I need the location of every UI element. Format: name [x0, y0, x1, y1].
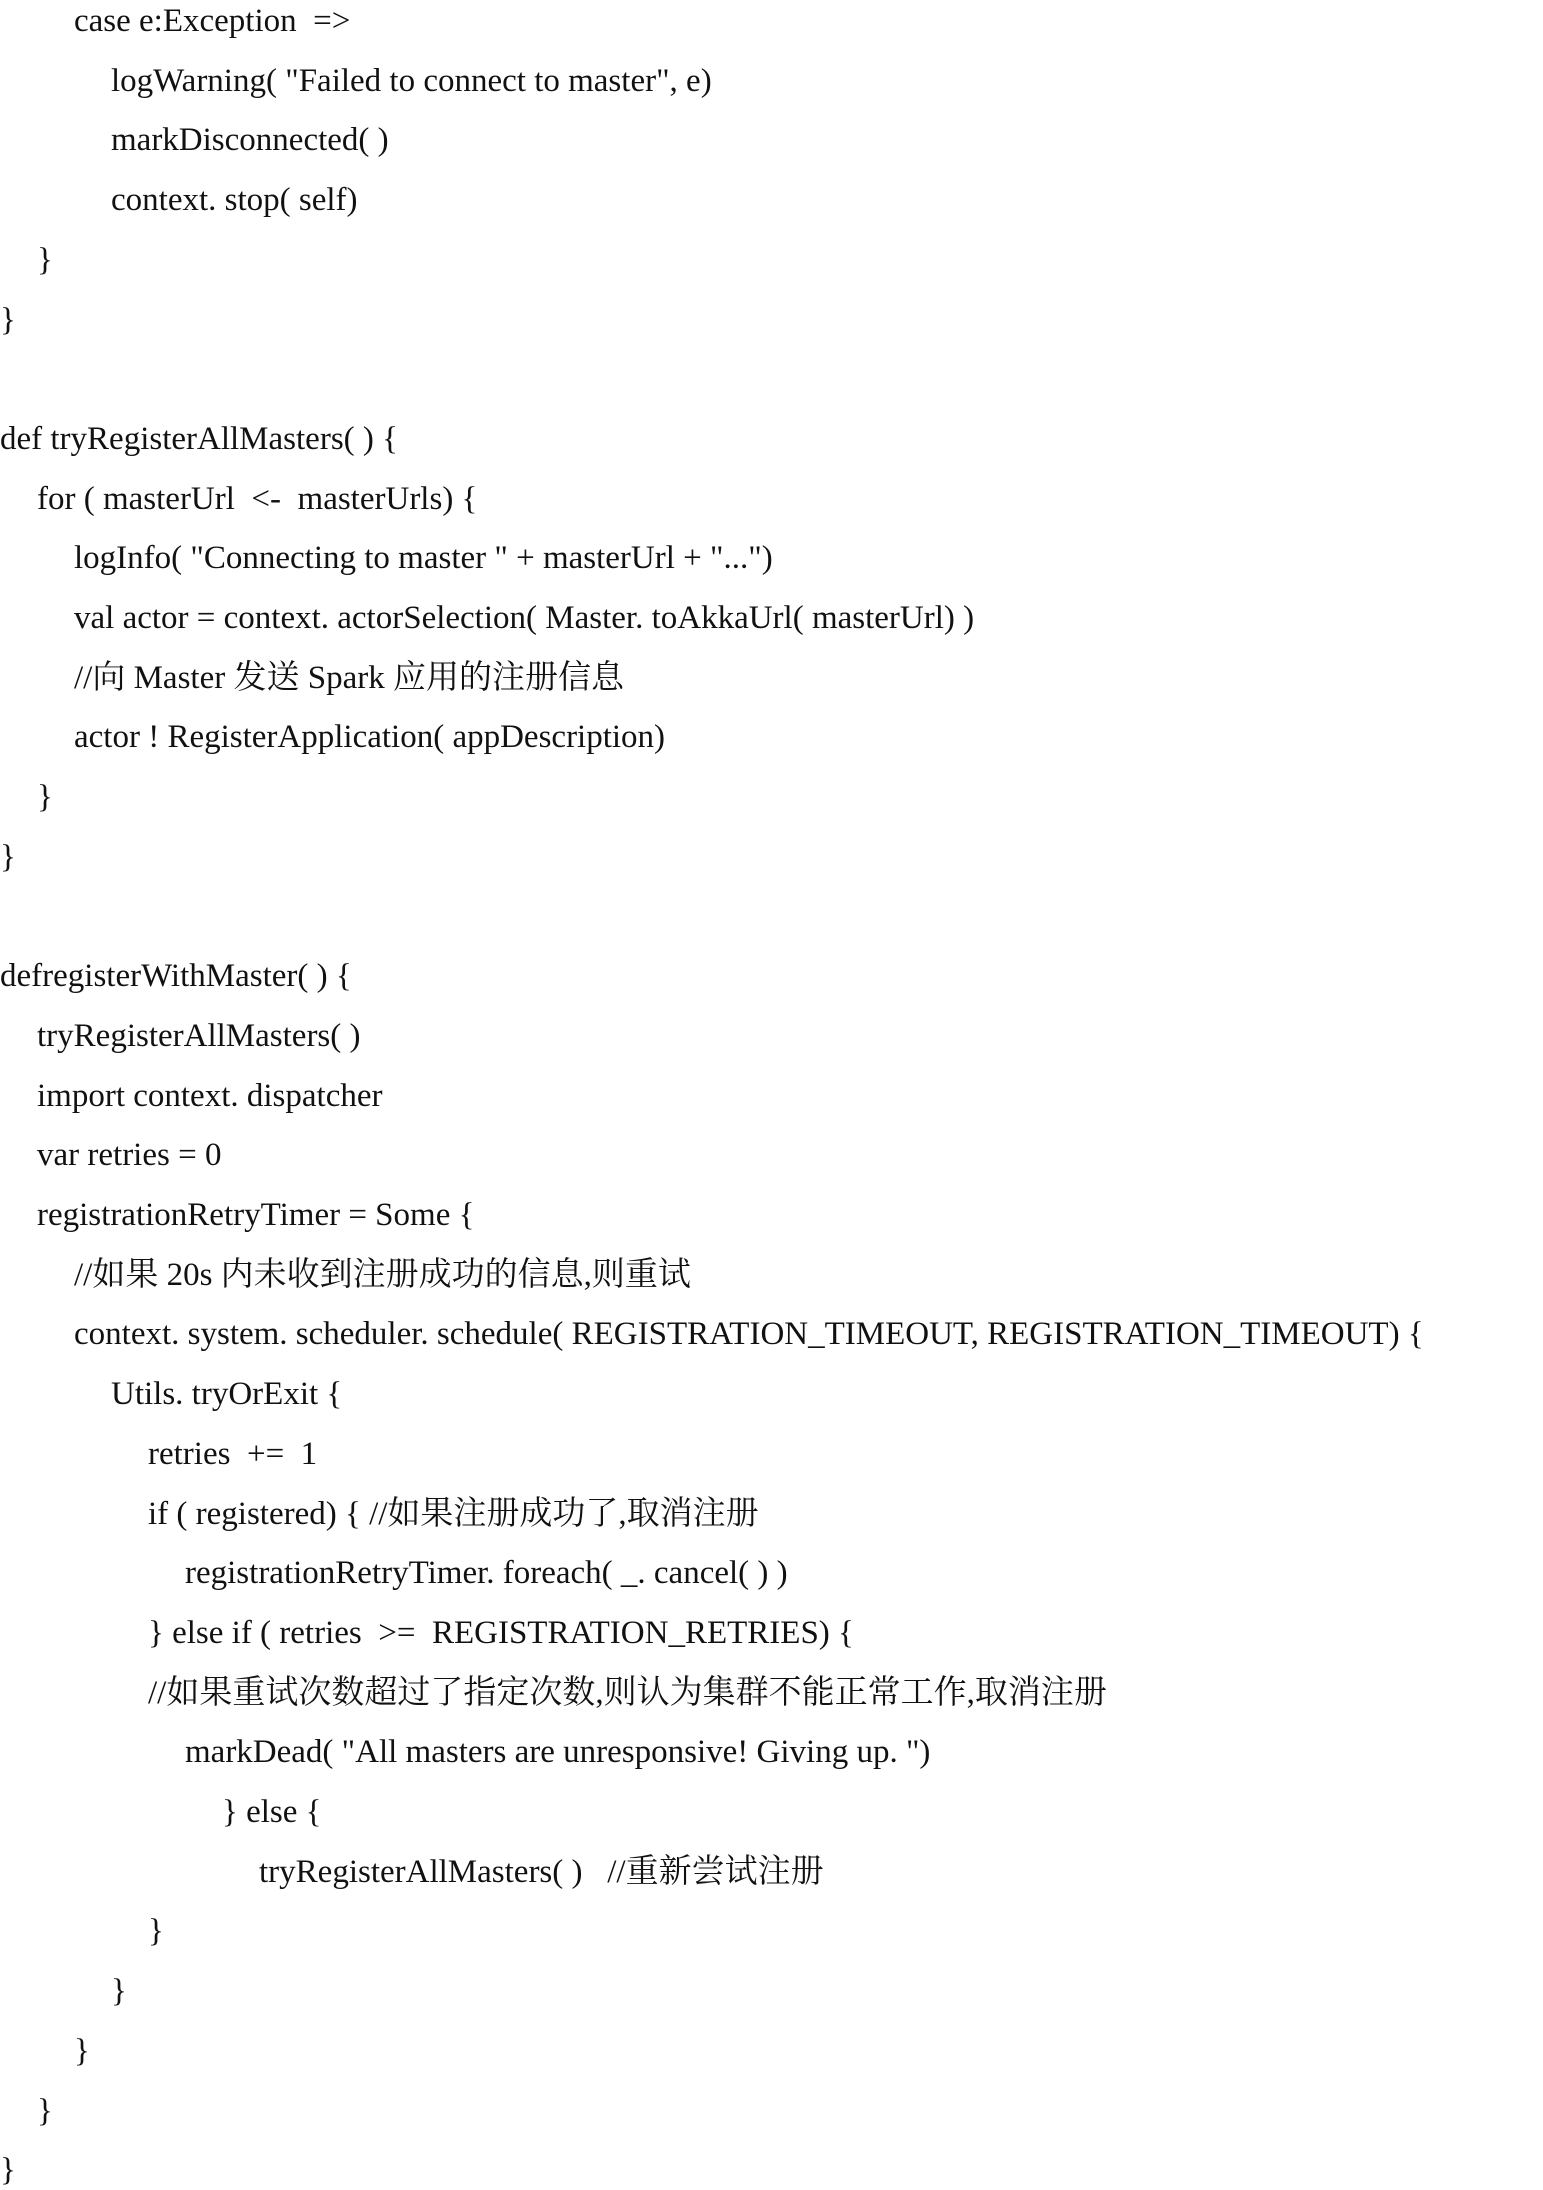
code-line: tryRegisterAllMasters( ) //重新尝试注册: [259, 1853, 824, 1890]
code-line: }: [111, 1973, 127, 2010]
code-line: markDisconnected( ): [111, 122, 389, 159]
code-line: //如果重试次数超过了指定次数,则认为集群不能正常工作,取消注册: [148, 1674, 1107, 1711]
code-line: }: [0, 2152, 16, 2189]
code-line: }: [0, 301, 16, 338]
code-line: registrationRetryTimer. foreach( _. cancel( ) ): [185, 1555, 788, 1592]
code-line: context. stop( self): [111, 182, 358, 219]
code-line: var retries = 0: [37, 1137, 222, 1174]
code-line: //向 Master 发送 Spark 应用的注册信息: [74, 659, 624, 696]
code-line: registrationRetryTimer = Some {: [37, 1197, 475, 1233]
code-line: }: [37, 241, 53, 278]
code-line: Utils. tryOrExit {: [111, 1376, 343, 1413]
code-line: context. system. scheduler. schedule( REGISTRATION_TIMEOUT, REGISTRATION_TIMEOUT) {: [74, 1316, 1424, 1353]
code-line: }: [37, 2092, 53, 2129]
code-line: tryRegisterAllMasters( ): [37, 1017, 361, 1054]
code-line: def tryRegisterAllMasters( ) {: [0, 420, 398, 457]
code-line: } else if ( retries >= REGISTRATION_RETRIES) {: [148, 1614, 854, 1651]
code-line: import context. dispatcher: [37, 1077, 383, 1114]
code-line: }: [0, 838, 16, 875]
code-line: } else {: [222, 1794, 322, 1830]
code-line: defregisterWithMaster( ) {: [0, 958, 352, 995]
code-line: //如果 20s 内未收到注册成功的信息,则重试: [74, 1256, 691, 1293]
code-line: val actor = context. actorSelection( Master. toAkkaUrl( masterUrl) ): [74, 600, 975, 636]
code-line: case e:Exception =>: [74, 3, 351, 39]
code-line: retries += 1: [148, 1435, 318, 1472]
code-line: if ( registered) { //如果注册成功了,取消注册: [148, 1495, 759, 1532]
code-line: logInfo( "Connecting to master " + masterUrl + "..."): [74, 540, 773, 577]
code-line: }: [37, 779, 53, 816]
code-line: actor ! RegisterApplication( appDescription): [74, 719, 666, 756]
code-line: }: [148, 1913, 164, 1950]
code-line: logWarning( "Failed to connect to master", e): [111, 62, 712, 99]
code-line: }: [74, 2032, 90, 2069]
code-line: for ( masterUrl <- masterUrls) {: [37, 480, 478, 517]
code-line: markDead( "All masters are unresponsive! Giving up. "): [185, 1734, 931, 1771]
